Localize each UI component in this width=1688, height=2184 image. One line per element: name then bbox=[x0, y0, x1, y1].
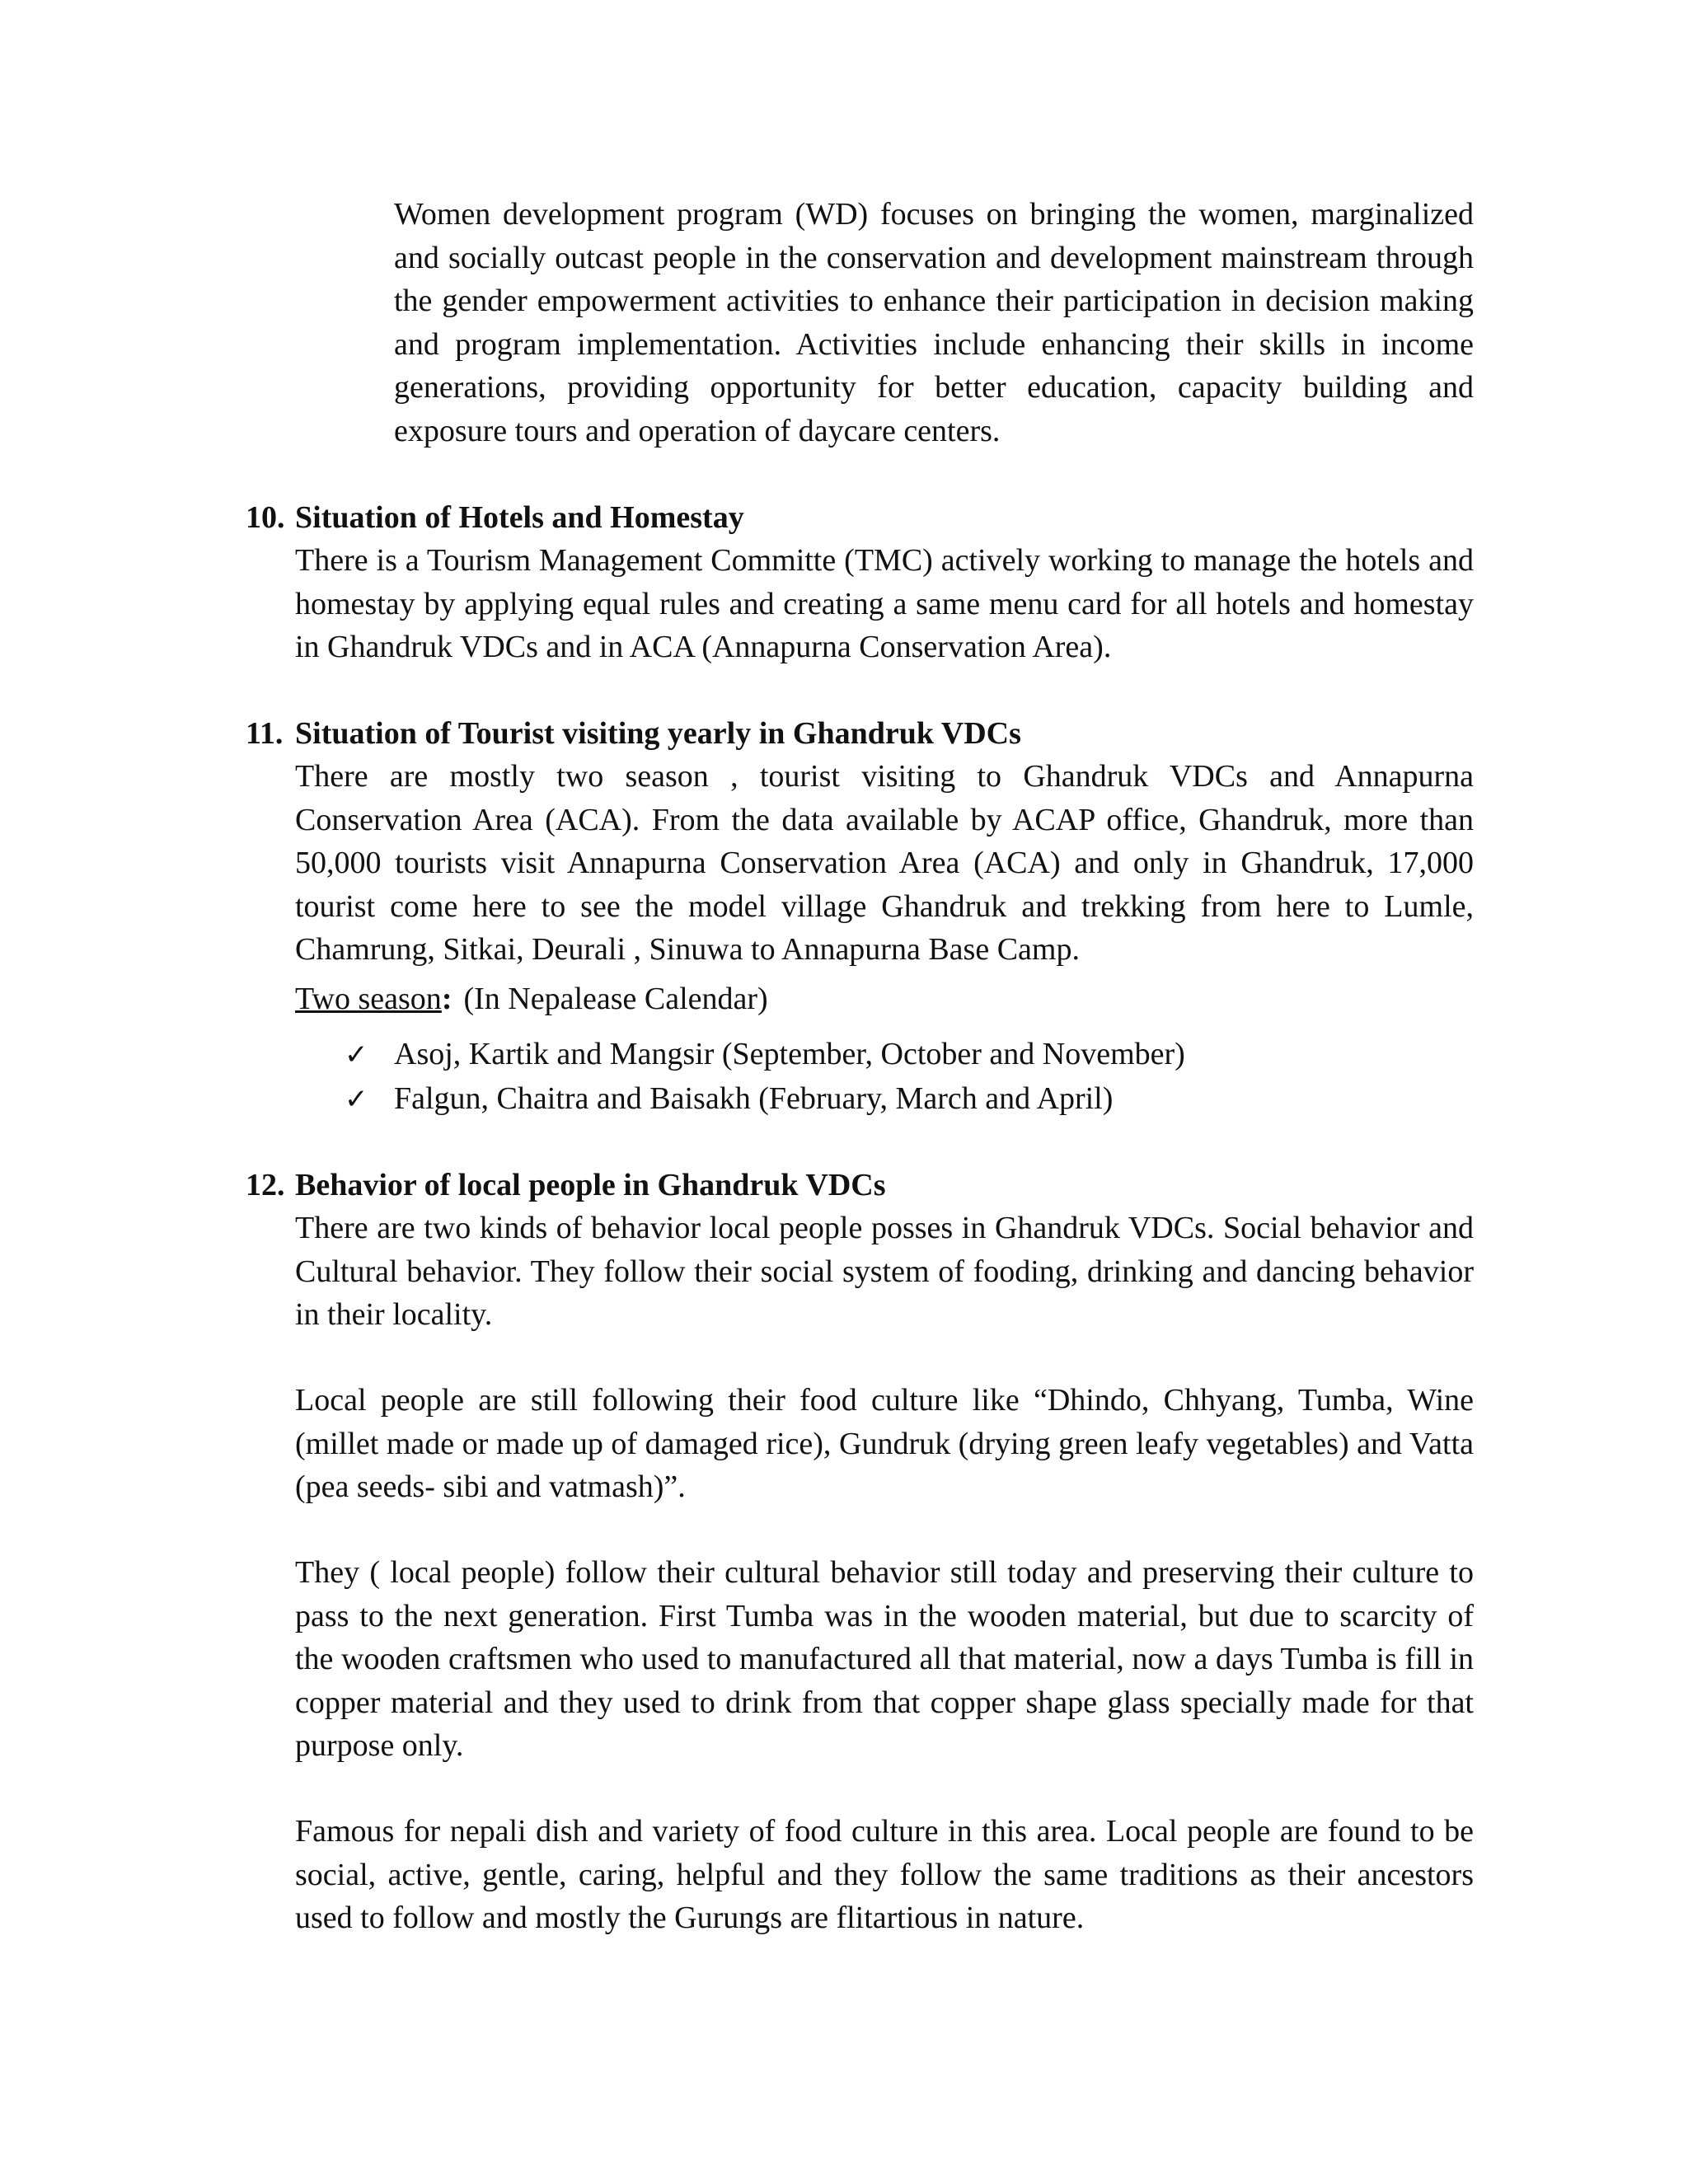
section-heading-local-behavior bbox=[246, 1164, 886, 1207]
food-culture-paragraph: Local people are still following their food culture like “Dhindo, Chhyang, Tumba, Wine (millet made or made up of damaged rice), Gundruk (drying green leafy vegetables) and Vatta (pea seeds- sibi and vatmash)”. bbox=[295, 1383, 1474, 1504]
two-season-label: Two season bbox=[295, 982, 442, 1016]
list-item bbox=[345, 1077, 1185, 1122]
tourist-visiting-paragraph: There are mostly two season , tourist visiting to Ghandruk VDCs and Annapurna Conservation Area (ACA). From the data available by ACAP office, Ghandruk, more than 50,000 tourists visit Annapurna Conservation Area (ACA) and only in Ghandruk, 17,000 tourist come here to see the model village Ghandruk and trekking from here to Lumle, Chamrung, Sitkai, Deurali , Sinuwa to Annapurna Base Camp. bbox=[295, 759, 1474, 967]
two-season-colon: : bbox=[441, 982, 452, 1016]
section-number: 10. bbox=[246, 500, 285, 535]
cultural-behavior-paragraph: They ( local people) follow their cultural behavior still today and preserving their culture to pass to the next generation. First Tumba was in the wooden material, but due to scarcity of the wooden craftsmen who used to manufactured all that material, now a days Tumba is fill in copper material and they used to drink from that copper shape glass specially made for that purpose only. bbox=[295, 1555, 1474, 1763]
list-item bbox=[345, 1033, 1185, 1077]
section-heading-tourist-visiting bbox=[246, 712, 1021, 755]
section-title: Behavior of local people in Ghandruk VDCs bbox=[295, 1168, 886, 1202]
season-item-text: Asoj, Kartik and Mangsir (September, October and November) bbox=[394, 1037, 1185, 1071]
two-season-note: (In Nepalease Calendar) bbox=[463, 982, 768, 1016]
section-title: Situation of Tourist visiting yearly in Ghandruk VDCs bbox=[295, 716, 1021, 751]
hotels-homestay-paragraph: There is a Tourism Management Committe (TMC) actively working to manage the hotels and homestay by applying equal rules and creating a same menu card for all hotels and homestay in Ghandruk VDCs and in ACA (Annapurna Conservation Area). bbox=[295, 543, 1474, 664]
checkmark-icon: ✓ bbox=[345, 1038, 368, 1071]
section-number: 11. bbox=[246, 716, 284, 751]
section-heading-hotels-homestay bbox=[246, 496, 744, 539]
women-development-paragraph: Women development program (WD) focuses on bringing the women, marginalized and socially outcast people in the conservation and development mainstream through the gender empowerment activities to enhance their participation in decision making and program implementation. Activities include enhancing their skills in income generations, providing opportunity for better education, capacity building and exposure tours and operation of daycare centers. bbox=[394, 197, 1474, 448]
season-list bbox=[345, 1033, 1185, 1122]
section-title: Situation of Hotels and Homestay bbox=[295, 500, 744, 535]
two-season-line bbox=[295, 977, 768, 1020]
season-item-text: Falgun, Chaitra and Baisakh (February, March and April) bbox=[394, 1081, 1114, 1116]
checkmark-icon: ✓ bbox=[345, 1083, 368, 1116]
section-number: 12. bbox=[246, 1168, 285, 1202]
behavior-kinds-paragraph: There are two kinds of behavior local people posses in Ghandruk VDCs. Social behavior and Cultural behavior. They follow their social system of fooding, drinking and dancing behavior in their locality. bbox=[295, 1211, 1474, 1332]
famous-dish-paragraph: Famous for nepali dish and variety of food culture in this area. Local people are found to be social, active, gentle, caring, helpful and they follow the same traditions as their ancestors used to follow and mostly the Gurungs are flitartious in nature. bbox=[295, 1814, 1474, 1935]
